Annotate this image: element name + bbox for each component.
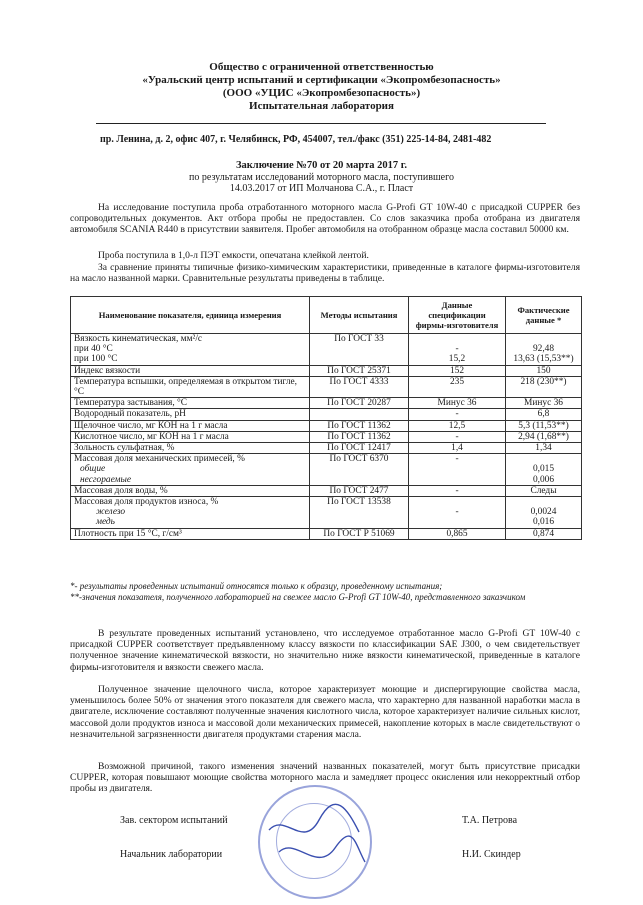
note-1: *- результаты проведенных испытаний относятся только к образцу, проведенному испытания; [70, 581, 443, 591]
cell-fact [506, 497, 582, 529]
cell-fact [506, 454, 582, 486]
row-tbn-name: Щелочное число, мг КОН на 1 г масла [71, 420, 310, 431]
table-row [71, 365, 582, 376]
table-row [71, 485, 582, 496]
signature-name-2: Н.И. Скиндер [462, 849, 521, 860]
row-vi-method: По ГОСТ 25371 [310, 365, 409, 376]
row-density-fact: 0,874 [506, 528, 582, 539]
row-impurities-fact1: 0,015 [532, 464, 555, 475]
row-impurities-sub2: несгораемые [80, 474, 131, 485]
row-ash-fact: 1,34 [506, 443, 582, 454]
row-flash-method: По ГОСТ 4333 [310, 376, 409, 397]
row-viscosity-spec2: 15,2 [448, 354, 466, 365]
col-header-spec: Данные спецификации фирмы-изготовителя [409, 297, 506, 334]
row-viscosity-method: По ГОСТ 33 [310, 334, 409, 366]
conclusion-sub2: 14.03.2017 от ИП Молчанова С.А., г. Пласт [229, 183, 414, 194]
row-density-method: По ГОСТ Р 51069 [310, 528, 409, 539]
cell-spec [409, 497, 506, 529]
row-density-spec: 0,865 [409, 528, 506, 539]
row-wear-fact1: 0,0024 [530, 507, 557, 518]
handwritten-signature [255, 790, 375, 890]
table-row [71, 376, 582, 397]
cell-name [71, 454, 310, 486]
col-header-fact: Фактические данные * [506, 297, 582, 334]
row-tan-method: По ГОСТ 11362 [310, 431, 409, 442]
row-viscosity-name: Вязкость кинематическая, мм²/с [74, 334, 203, 344]
row-wear-name: Массовая доля продуктов износа, % [74, 497, 219, 508]
table-row [71, 409, 582, 420]
row-tan-fact: 2,94 (1,68**) [506, 431, 582, 442]
row-wear-method: По ГОСТ 13538 [310, 497, 409, 529]
row-ash-method: По ГОСТ 12417 [310, 443, 409, 454]
table-header-row [71, 297, 582, 334]
row-viscosity-fact1: 92,48 [532, 344, 555, 355]
row-ash-spec: 1,4 [409, 443, 506, 454]
org-name-line4: Испытательная лаборатория [249, 100, 394, 112]
org-address: пр. Ленина, д. 2, офис 407, г. Челябинск, РФ, 454007, тел./факс (351) 225-14-84, 2481-482 [100, 134, 492, 145]
row-tbn-method: По ГОСТ 11362 [310, 420, 409, 431]
row-wear-sub2: медь [96, 517, 115, 528]
intro-paragraph-3: За сравнение приняты типичные физико-химическим характеристики, приведенные в каталоге фирмы-изготовителя на масло названной марки. Сравнительные результаты приведены в таблице. [70, 262, 580, 285]
row-tan-name: Кислотное число, мг КОН на 1 г масла [71, 431, 310, 442]
row-viscosity-fact2: 13,63 (15,53**) [513, 354, 574, 365]
table-row [71, 420, 582, 431]
org-name-line1: Общество с ограниченной ответственностью [209, 61, 434, 73]
note-2: **-значения показателя, полученного лабораторией на свежее масло G-Profi GT 10W-40, представленного заказчиком [70, 592, 526, 602]
table-row [71, 454, 582, 486]
row-pour-fact: Минус 36 [506, 398, 582, 409]
findings-paragraph-2: Полученное значение щелочного числа, которое характеризует моющие и диспергирующие свойства масла, уменьшилось более 50% от значения этого показателя для свежего масла, что характерно для названной наработки масла в двигателе, исключение составляют полученные значения кислотного числа, которое характеризует наличие сильных кислот, массовой доли продуктов износа и массовой доли механических примесей, накопление которых в масле свидетельствуют о незначительной загрязненности двигателя продуктами старения масла. [70, 684, 580, 740]
cell-name [71, 497, 310, 529]
row-wear-sub1: железо [96, 507, 126, 518]
row-pour-name: Температура застывания, °С [71, 398, 310, 409]
row-ph-spec: - [409, 409, 506, 420]
row-tbn-spec: 12,5 [409, 420, 506, 431]
row-viscosity-sub2: при 100 °С [74, 354, 118, 365]
conclusion-title: Заключение №70 от 20 марта 2017 г. [235, 160, 408, 171]
org-name-line3: (ООО «УЦИС «Экопромбезопасность») [222, 87, 421, 99]
row-impurities-fact2: 0,006 [532, 474, 555, 485]
row-tan-spec: - [409, 431, 506, 442]
org-name-line2: «Уральский центр испытаний и сертификации «Экопромбезопасность» [142, 74, 501, 86]
table-row [71, 431, 582, 442]
table-row [71, 398, 582, 409]
conclusion-sub1: по результатам исследований моторного масла, поступившего [189, 172, 454, 183]
row-impurities-name: Массовая доля механических примесей, % [74, 454, 245, 465]
table-row [71, 443, 582, 454]
table-row [71, 334, 582, 366]
header-divider [96, 123, 546, 124]
row-water-fact: Следы [506, 485, 582, 496]
row-impurities-method: По ГОСТ 6370 [310, 454, 409, 486]
row-ph-method [310, 409, 409, 420]
signature-role-2: Начальник лаборатории [120, 849, 223, 860]
row-viscosity-sub1: при 40 °С [74, 344, 113, 355]
signature-name-1: Т.А. Петрова [462, 815, 518, 826]
row-viscosity-spec1: - [455, 344, 459, 355]
cell-name [71, 334, 310, 366]
results-table [70, 296, 582, 540]
row-impurities-spec: - [409, 454, 506, 486]
cell-fact [506, 334, 582, 366]
row-tbn-fact: 5,3 (11,53**) [506, 420, 582, 431]
row-flash-spec: 235 [409, 376, 506, 397]
row-impurities-sub1: общие [80, 464, 106, 475]
col-header-method: Методы испытания [310, 297, 409, 334]
row-wear-fact2: 0,016 [532, 517, 555, 528]
row-water-name: Массовая доля воды, % [71, 485, 310, 496]
row-flash-fact: 218 (230**) [506, 376, 582, 397]
table-row [71, 497, 582, 529]
row-water-spec: - [409, 485, 506, 496]
row-density-name: Плотность при 15 °С, г/см³ [71, 528, 310, 539]
row-vi-name: Индекс вязкости [71, 365, 310, 376]
intro-paragraph-2: Проба поступила в 1,0-л ПЭТ емкости, опечатана клейкой лентой. [98, 250, 369, 261]
row-pour-spec: Минус 36 [409, 398, 506, 409]
row-pour-method: По ГОСТ 20287 [310, 398, 409, 409]
row-ph-fact: 6,8 [506, 409, 582, 420]
table-row [71, 528, 582, 539]
findings-paragraph-3: Возможной причиной, такого изменения значений названных показателей, могут быть присутствие присадки CUPPER, которая повышают моющие свойства моторного масла и замедляет процесс окисления или некорректный отбор пробы из двигателя. [70, 761, 580, 795]
intro-paragraph-1: На исследование поступила проба отработанного моторного масла G-Profi GT 10W-40 с присадкой CUPPER без сопроводительных документов. Акт отбора пробы не предоставлен. Со слов заказчика проба отобрана из двигателя автомобиля SCANIA R440 в присутствии заявителя. Пробег автомобиля на отобранном образце масла составил 50000 км. [70, 202, 580, 236]
row-ash-name: Зольность сульфатная, % [71, 443, 310, 454]
row-water-method: По ГОСТ 2477 [310, 485, 409, 496]
row-vi-fact: 150 [506, 365, 582, 376]
row-wear-spec: - [455, 507, 459, 518]
row-ph-name: Водородный показатель, pH [71, 409, 310, 420]
findings-paragraph-1: В результате проведенных испытаний установлено, что исследуемое отработанное масло G-Profi GT 10W-40 с присадкой CUPPER соответствует предъявленному классу вязкости по классификации SAE J300, о чем свидетельствует полученное значение кинематической вязкости, но значительно ниже вязкости кинематической, приведенные в каталоге фирмы-изготовителя и вязкости свежего масла. [70, 628, 580, 673]
signature-role-1: Зав. сектором испытаний [120, 815, 228, 826]
row-vi-spec: 152 [409, 365, 506, 376]
col-header-name: Наименование показателя, единица измерения [71, 297, 310, 334]
cell-spec [409, 334, 506, 366]
row-flash-name: Температура вспышки, определяемая в открытом тигле, °С [71, 376, 310, 397]
